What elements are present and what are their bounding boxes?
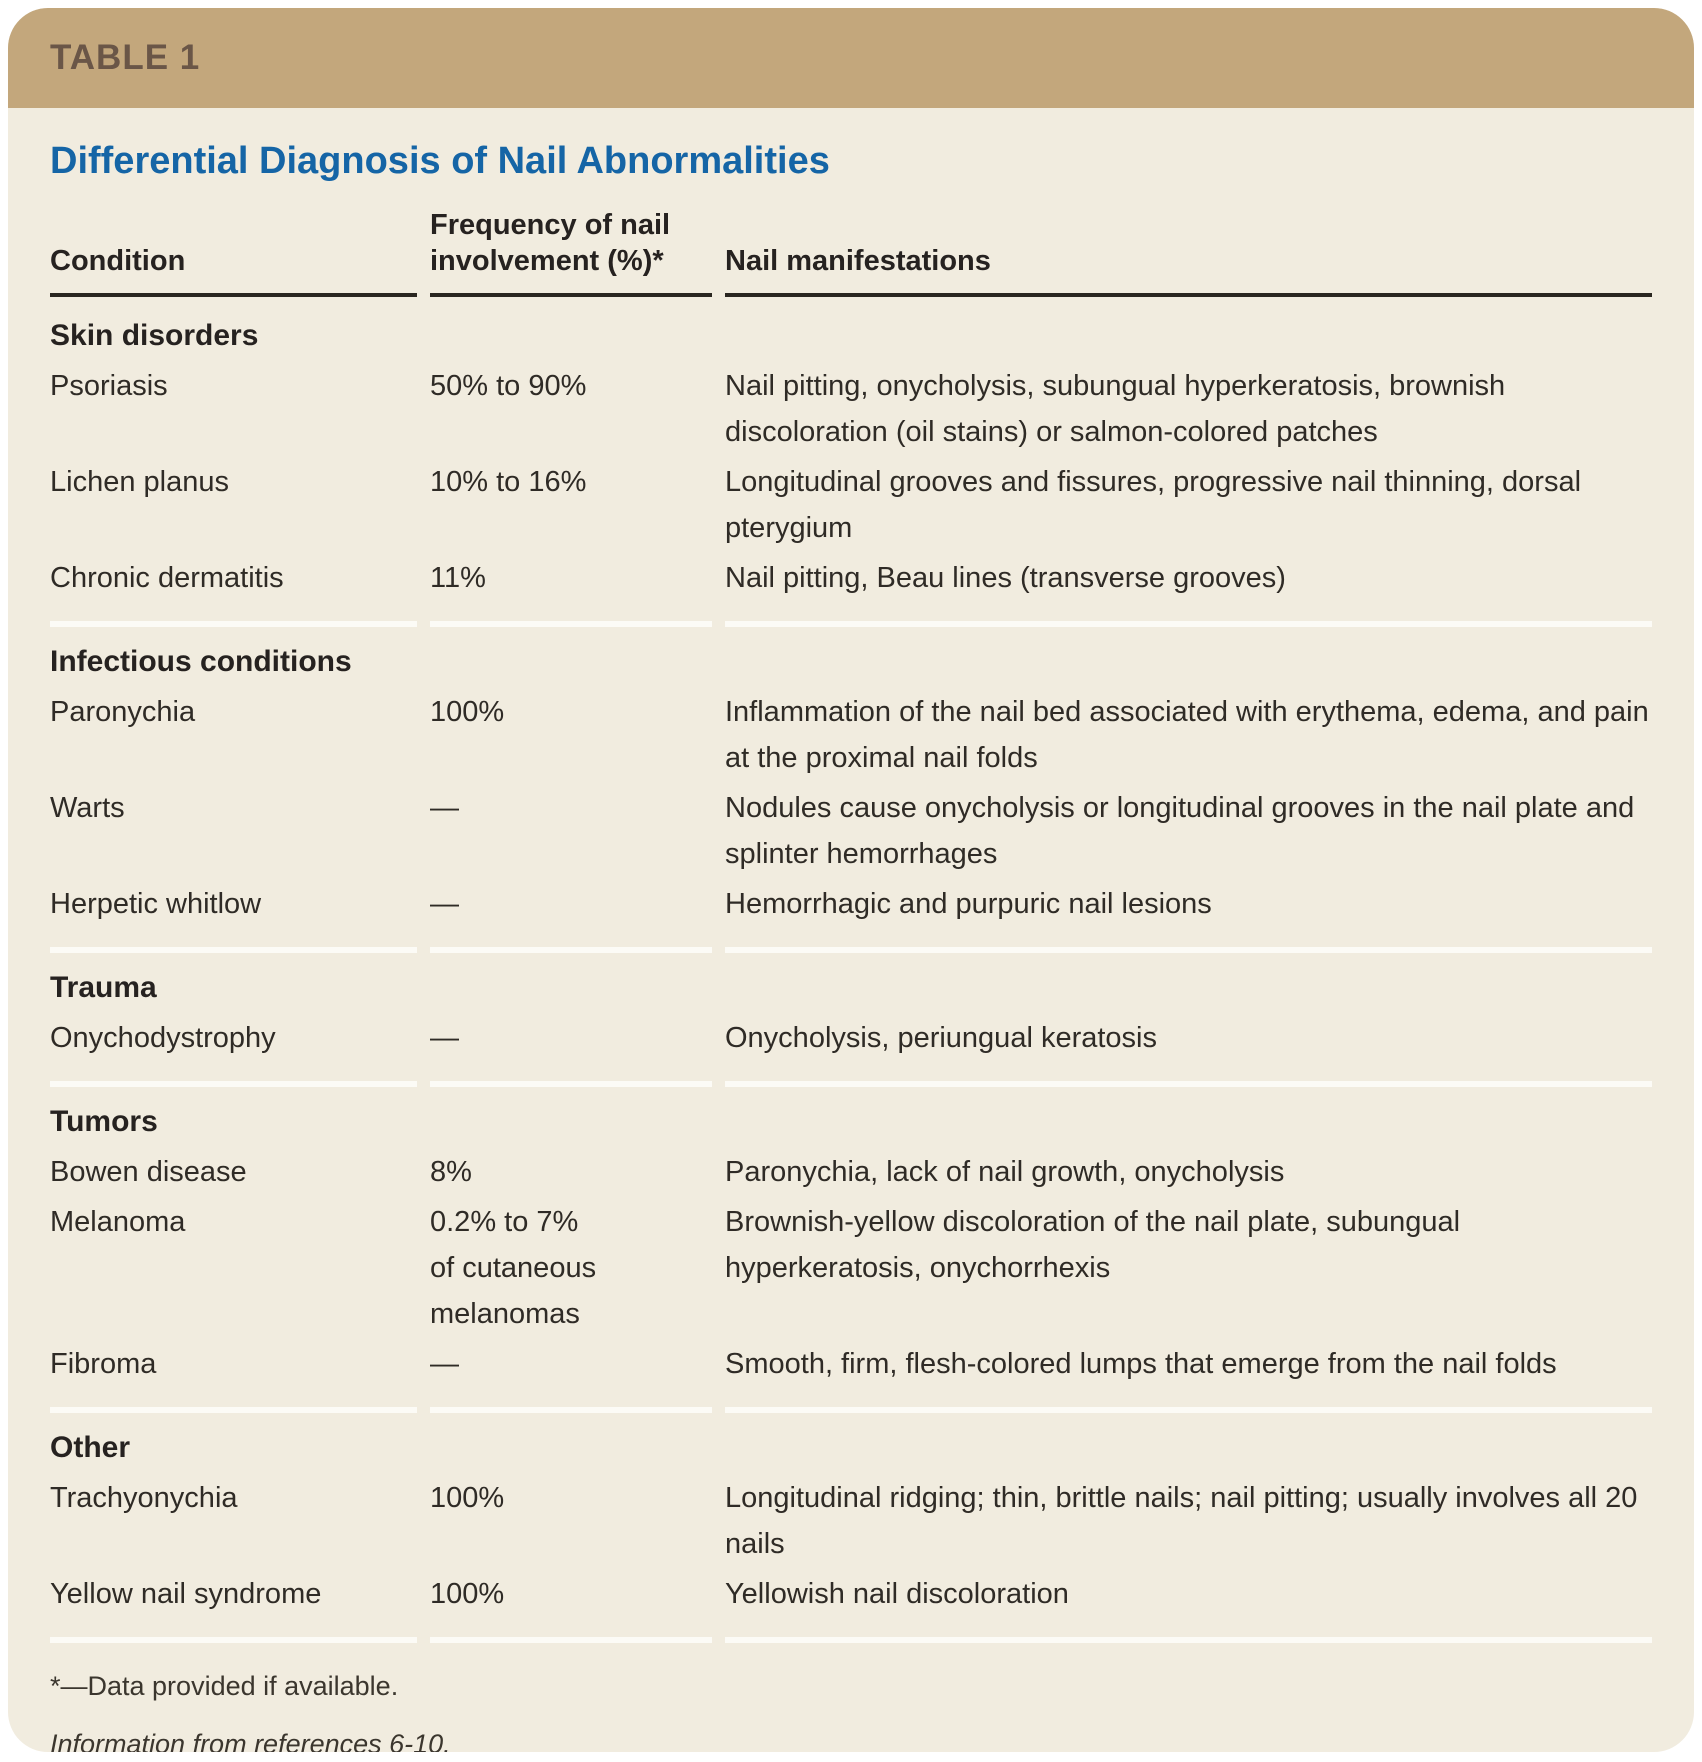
section-header-other xyxy=(50,1413,1652,1473)
condition-cell: Melanoma xyxy=(50,1206,186,1238)
condition-cell: Fibroma xyxy=(50,1339,417,1413)
manifestations-cell: Nodules cause onycholysis or longitudinal grooves in the nail plate and splinter hemorrhages xyxy=(725,792,1635,870)
condition-cell: Onychodystrophy xyxy=(50,1013,417,1087)
frequency-value: 100% xyxy=(430,1578,505,1610)
frequency-cell xyxy=(430,1473,712,1569)
frequency-cell xyxy=(430,1013,712,1087)
table-header-bar xyxy=(8,8,1694,108)
manifestations-cell: Paronychia, lack of nail growth, onycholysis xyxy=(725,1156,1285,1188)
frequency-cell xyxy=(430,361,712,457)
section-header-trauma xyxy=(50,953,1652,1013)
section-title: Trauma xyxy=(50,971,157,1004)
section-header-infectious-conditions xyxy=(50,627,1652,687)
table-row xyxy=(50,783,1652,879)
frequency-cell xyxy=(430,1197,712,1339)
condition-cell: Yellow nail syndrome xyxy=(50,1569,417,1643)
table-row xyxy=(50,687,1652,783)
manifestations-cell: Inflammation of the nail bed associated with erythema, edema, and pain at the proximal nail folds xyxy=(725,696,1649,774)
table-row xyxy=(50,1147,1652,1197)
section-header-tumors xyxy=(50,1087,1652,1147)
page-title: Differential Diagnosis of Nail Abnormalities xyxy=(50,140,830,182)
frequency-value: 8% xyxy=(430,1156,472,1188)
table-row xyxy=(50,457,1652,553)
table-row xyxy=(50,879,1652,953)
frequency-value: — xyxy=(430,888,459,920)
table-row xyxy=(50,553,1652,627)
manifestations-cell: Yellowish nail discoloration xyxy=(725,1569,1652,1643)
manifestations-cell: Smooth, firm, flesh-colored lumps that emerge from the nail folds xyxy=(725,1339,1652,1413)
section-title: Tumors xyxy=(50,1105,158,1138)
frequency-cell xyxy=(430,553,712,627)
table-row xyxy=(50,1013,1652,1087)
manifestations-cell: Onycholysis, periungual keratosis xyxy=(725,1013,1652,1087)
frequency-value: — xyxy=(430,792,459,824)
frequency-cell xyxy=(430,1147,712,1197)
condition-cell: Herpetic whitlow xyxy=(50,879,417,953)
frequency-cell xyxy=(430,457,712,553)
section-header-skin-disorders xyxy=(50,297,1652,361)
condition-cell: Psoriasis xyxy=(50,370,168,402)
section-title: Skin disorders xyxy=(50,319,259,352)
frequency-cell xyxy=(430,1339,712,1413)
table-card xyxy=(8,8,1694,1752)
frequency-value: 0.2% to 7% of cutaneous melanomas xyxy=(430,1206,597,1330)
frequency-value: — xyxy=(430,1022,459,1054)
column-header-manifestations: Nail manifestations xyxy=(725,207,1652,297)
diagnosis-table xyxy=(37,207,1665,1643)
condition-cell: Trachyonychia xyxy=(50,1482,238,1514)
condition-cell: Lichen planus xyxy=(50,466,229,498)
table-body xyxy=(8,108,1694,1752)
column-header-row xyxy=(50,207,1652,297)
table-row xyxy=(50,1569,1652,1643)
manifestations-cell: Hemorrhagic and purpuric nail lesions xyxy=(725,879,1652,953)
table-row xyxy=(50,1339,1652,1413)
manifestations-cell: Longitudinal ridging; thin, brittle nails; nail pitting; usually involves all 20 nails xyxy=(725,1482,1638,1560)
frequency-cell xyxy=(430,879,712,953)
footnote-source-references: Information from references 6-10. xyxy=(50,1729,451,1752)
section-title: Infectious conditions xyxy=(50,645,352,678)
table-row xyxy=(50,361,1652,457)
condition-cell: Chronic dermatitis xyxy=(50,553,417,627)
frequency-value: 10% to 16% xyxy=(430,466,587,498)
frequency-cell xyxy=(430,783,712,879)
manifestations-cell: Brownish-yellow discoloration of the nail plate, subungual hyperkeratosis, onychorrhexis xyxy=(725,1206,1461,1284)
footnote-data-availability: *—Data provided if available. xyxy=(50,1671,399,1701)
manifestations-cell: Longitudinal grooves and fissures, progressive nail thinning, dorsal pterygium xyxy=(725,466,1582,544)
condition-cell: Paronychia xyxy=(50,696,196,728)
table-number: TABLE 1 xyxy=(50,38,201,77)
column-header-condition: Condition xyxy=(50,207,417,297)
manifestations-cell: Nail pitting, Beau lines (transverse grooves) xyxy=(725,553,1652,627)
section-title: Other xyxy=(50,1431,131,1464)
frequency-value: 100% xyxy=(430,1482,505,1514)
footnotes xyxy=(50,1643,1652,1752)
column-header-frequency: Frequency of nail involvement (%)* xyxy=(430,207,712,297)
frequency-value: 50% to 90% xyxy=(430,370,587,402)
table-row xyxy=(50,1197,1652,1339)
table-row xyxy=(50,1473,1652,1569)
frequency-value: — xyxy=(430,1348,459,1380)
frequency-value: 100% xyxy=(430,696,505,728)
condition-cell: Bowen disease xyxy=(50,1156,247,1188)
frequency-cell xyxy=(430,687,712,783)
frequency-value: 11% xyxy=(430,562,486,594)
frequency-cell xyxy=(430,1569,712,1643)
manifestations-cell: Nail pitting, onycholysis, subungual hyperkeratosis, brownish discoloration (oil stains) or salmon-colored patches xyxy=(725,370,1506,448)
condition-cell: Warts xyxy=(50,792,125,824)
